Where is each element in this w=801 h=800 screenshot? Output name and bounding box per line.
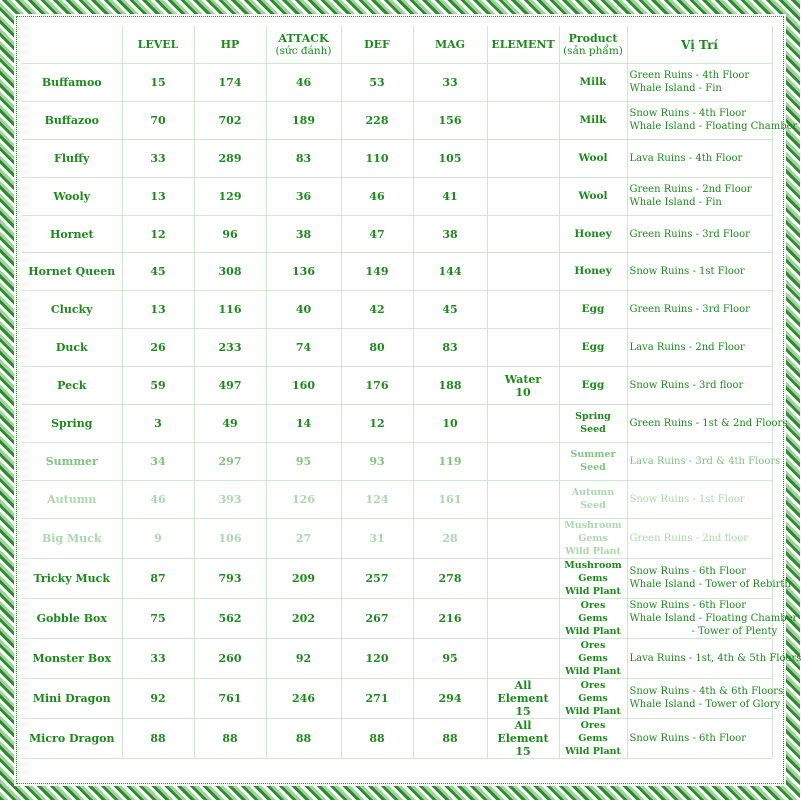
product-line: Ores (580, 679, 606, 691)
def-cell: 228 (341, 101, 413, 139)
name-cell: Mini Dragon (22, 678, 122, 718)
mag-cell: 294 (413, 678, 487, 718)
def-cell: 271 (341, 678, 413, 718)
product-line: Gems (578, 652, 608, 664)
product-cell (559, 367, 627, 405)
element-cell (487, 558, 559, 598)
element-cell (487, 638, 559, 678)
element-cell (487, 480, 559, 518)
element-line: 15 (515, 744, 531, 758)
product-cell (559, 64, 627, 102)
header-product-label: Product (568, 32, 618, 45)
table-row (22, 253, 772, 291)
def-cell: 46 (341, 177, 413, 215)
level-cell: 13 (122, 291, 194, 329)
name-cell: Monster Box (22, 638, 122, 678)
def-cell: 257 (341, 558, 413, 598)
location-line: Snow Ruins - 4th & 6th Floors (629, 686, 784, 698)
product-line: Mushroom (564, 519, 622, 531)
location-cell (627, 291, 772, 329)
mag-cell: 105 (413, 139, 487, 177)
table-row (22, 367, 772, 405)
product-line: Wild Plant (565, 625, 621, 637)
product-line: Honey (574, 265, 612, 278)
header-level: LEVEL (122, 26, 194, 64)
product-line: Summer Seed (570, 449, 616, 474)
def-cell: 80 (341, 329, 413, 367)
level-cell: 33 (122, 638, 194, 678)
product-line: Gems (578, 532, 608, 544)
product-cell (559, 405, 627, 443)
location-line: Whale Island - Tower of Glory (629, 699, 781, 711)
table-row (22, 442, 772, 480)
location-cell (627, 558, 791, 598)
hp-cell: 129 (194, 177, 266, 215)
attack-cell: 126 (266, 480, 341, 518)
mag-cell: 38 (413, 215, 487, 253)
mag-cell: 156 (413, 101, 487, 139)
monster-stats-table (22, 26, 801, 759)
level-cell: 26 (122, 329, 194, 367)
def-cell: 12 (341, 405, 413, 443)
mag-cell: 28 (413, 518, 487, 558)
hp-cell: 562 (194, 598, 266, 638)
table-row (22, 405, 772, 443)
attack-cell: 36 (266, 177, 341, 215)
name-cell: Buffazoo (22, 101, 122, 139)
table-row (22, 291, 772, 329)
location-line: Green Ruins - 2nd floor (629, 532, 749, 544)
name-cell: Hornet (22, 215, 122, 253)
name-cell: Tricky Muck (22, 558, 122, 598)
def-cell: 267 (341, 598, 413, 638)
product-line: Milk (579, 113, 607, 126)
element-cell (487, 367, 559, 405)
level-cell: 87 (122, 558, 194, 598)
hp-cell: 702 (194, 101, 266, 139)
mag-cell: 119 (413, 442, 487, 480)
hp-cell: 761 (194, 678, 266, 718)
product-cell (559, 139, 627, 177)
location-line: Green Ruins - 2nd Floor (629, 184, 752, 196)
name-cell: Duck (22, 329, 122, 367)
location-line: Whale Island - Fin (629, 83, 722, 95)
level-cell: 15 (122, 64, 194, 102)
location-cell (627, 678, 784, 718)
name-cell: Clucky (22, 291, 122, 329)
hp-cell: 106 (194, 518, 266, 558)
name-cell: Hornet Queen (22, 253, 122, 291)
table-row (22, 558, 772, 598)
attack-cell: 189 (266, 101, 341, 139)
level-cell: 13 (122, 177, 194, 215)
table-row (22, 480, 772, 518)
attack-cell: 209 (266, 558, 341, 598)
table-row (22, 329, 772, 367)
table-row (22, 215, 772, 253)
level-cell: 45 (122, 253, 194, 291)
location-cell (627, 442, 781, 480)
header-attack-sub: (sức đánh) (275, 45, 332, 57)
location-line: Whale Island - Floating Chamber (629, 121, 798, 133)
def-cell: 176 (341, 367, 413, 405)
attack-cell: 46 (266, 64, 341, 102)
table-row (22, 64, 772, 102)
name-cell: Fluffy (22, 139, 122, 177)
header-product (559, 26, 627, 64)
attack-cell: 202 (266, 598, 341, 638)
location-cell (627, 253, 772, 291)
name-cell: Big Muck (22, 518, 122, 558)
table-row (22, 177, 772, 215)
table-row (22, 101, 772, 139)
element-cell (487, 291, 559, 329)
element-cell (487, 101, 559, 139)
hp-cell: 233 (194, 329, 266, 367)
hp-cell: 49 (194, 405, 266, 443)
mag-cell: 144 (413, 253, 487, 291)
hp-cell: 393 (194, 480, 266, 518)
header-product-sub: (sản phẩm) (563, 45, 623, 57)
header-mag: MAG (413, 26, 487, 64)
mag-cell: 161 (413, 480, 487, 518)
header-attack (266, 26, 341, 64)
attack-cell: 83 (266, 139, 341, 177)
element-line: All Element (497, 718, 549, 745)
location-line: Whale Island - Fin (629, 197, 722, 209)
product-line: Ores (580, 599, 606, 611)
product-cell (559, 329, 627, 367)
product-cell (559, 558, 627, 598)
element-cell (487, 215, 559, 253)
product-cell (559, 480, 627, 518)
hp-cell: 289 (194, 139, 266, 177)
header-hp: HP (194, 26, 266, 64)
hp-cell: 260 (194, 638, 266, 678)
product-line: Wool (578, 189, 608, 202)
location-cell (627, 329, 772, 367)
table-row (22, 598, 772, 638)
def-cell: 124 (341, 480, 413, 518)
element-line: All Element (497, 678, 549, 705)
name-cell: Micro Dragon (22, 718, 122, 758)
mag-cell: 88 (413, 718, 487, 758)
product-cell (559, 101, 627, 139)
product-cell (559, 215, 627, 253)
location-line: Snow Ruins - 1st Floor (629, 493, 745, 505)
level-cell: 92 (122, 678, 194, 718)
product-line: Spring Seed (575, 411, 611, 436)
location-cell (627, 405, 788, 443)
hp-cell: 793 (194, 558, 266, 598)
mag-cell: 95 (413, 638, 487, 678)
location-cell (627, 215, 772, 253)
hp-cell: 88 (194, 718, 266, 758)
level-cell: 3 (122, 405, 194, 443)
header-attack-label: ATTACK (278, 32, 329, 45)
table-row (22, 518, 772, 558)
mag-cell: 83 (413, 329, 487, 367)
attack-cell: 74 (266, 329, 341, 367)
product-line: Honey (574, 227, 612, 240)
table-row (22, 139, 772, 177)
location-cell (627, 101, 798, 139)
attack-cell: 92 (266, 638, 341, 678)
product-cell (559, 678, 627, 718)
table-row (22, 678, 772, 718)
element-cell (487, 64, 559, 102)
location-line: Lava Ruins - 2nd Floor (629, 342, 745, 354)
location-cell (627, 518, 772, 558)
location-line: Snow Ruins - 3rd floor (629, 380, 744, 392)
def-cell: 88 (341, 718, 413, 758)
location-cell (627, 718, 772, 758)
product-line: Ores (580, 719, 606, 731)
location-line: Green Ruins - 3rd Floor (629, 228, 750, 240)
element-cell (487, 518, 559, 558)
name-cell: Peck (22, 367, 122, 405)
level-cell: 9 (122, 518, 194, 558)
level-cell: 34 (122, 442, 194, 480)
level-cell: 70 (122, 101, 194, 139)
level-cell: 59 (122, 367, 194, 405)
level-cell: 46 (122, 480, 194, 518)
element-cell (487, 405, 559, 443)
location-line: Lava Ruins - 4th Floor (629, 152, 743, 164)
product-line: Autumn Seed (571, 487, 615, 512)
location-line: Snow Ruins - 1st Floor (629, 266, 745, 278)
element-cell (487, 718, 559, 758)
attack-cell: 14 (266, 405, 341, 443)
location-line: Green Ruins - 4th Floor (629, 70, 750, 82)
element-cell (487, 139, 559, 177)
product-line: Wild Plant (565, 665, 621, 677)
location-cell (627, 480, 772, 518)
location-cell (627, 64, 772, 102)
attack-cell: 38 (266, 215, 341, 253)
product-line: Wild Plant (565, 545, 621, 557)
product-cell (559, 598, 627, 638)
product-line: Wild Plant (565, 745, 621, 757)
location-line: Whale Island - Floating Chamber (629, 612, 798, 624)
hp-cell: 96 (194, 215, 266, 253)
mag-cell: 188 (413, 367, 487, 405)
location-line: Green Ruins - 3rd Floor (629, 304, 750, 316)
location-line: Lava Ruins - 1st, 4th & 5th Floors (629, 652, 801, 664)
product-line: Gems (578, 572, 608, 584)
attack-cell: 27 (266, 518, 341, 558)
location-line: Lava Ruins - 3rd & 4th Floors (629, 455, 781, 467)
element-cell (487, 442, 559, 480)
header-location: Vị Trí (627, 26, 772, 64)
element-line: 10 (515, 385, 531, 399)
product-cell (559, 518, 627, 558)
product-cell (559, 638, 627, 678)
def-cell: 93 (341, 442, 413, 480)
def-cell: 149 (341, 253, 413, 291)
element-cell (487, 678, 559, 718)
product-line: Gems (578, 732, 608, 744)
attack-cell: 40 (266, 291, 341, 329)
def-cell: 47 (341, 215, 413, 253)
hp-cell: 116 (194, 291, 266, 329)
mag-cell: 278 (413, 558, 487, 598)
header-def: DEF (341, 26, 413, 64)
attack-cell: 88 (266, 718, 341, 758)
product-cell (559, 291, 627, 329)
location-line: Whale Island - Tower of Rebirth (629, 579, 791, 591)
location-cell (627, 367, 772, 405)
attack-cell: 136 (266, 253, 341, 291)
product-line: Egg (581, 341, 605, 354)
location-cell (627, 139, 772, 177)
location-line: Snow Ruins - 4th Floor (629, 108, 746, 120)
name-cell: Autumn (22, 480, 122, 518)
product-line: Gems (578, 612, 608, 624)
mag-cell: 216 (413, 598, 487, 638)
element-line: Water (504, 372, 542, 386)
attack-cell: 160 (266, 367, 341, 405)
product-line: Gems (578, 692, 608, 704)
hp-cell: 297 (194, 442, 266, 480)
location-line: - Tower of Plenty (691, 625, 778, 637)
name-cell: Wooly (22, 177, 122, 215)
product-line: Ores (580, 639, 606, 651)
header-element: ELEMENT (487, 26, 559, 64)
header-name (22, 26, 122, 64)
product-line: Mushroom (564, 559, 622, 571)
hp-cell: 308 (194, 253, 266, 291)
name-cell: Gobble Box (22, 598, 122, 638)
mag-cell: 33 (413, 64, 487, 102)
product-cell (559, 177, 627, 215)
location-line: Snow Ruins - 6th Floor (629, 566, 746, 578)
element-cell (487, 177, 559, 215)
def-cell: 110 (341, 139, 413, 177)
def-cell: 42 (341, 291, 413, 329)
product-cell (559, 718, 627, 758)
def-cell: 31 (341, 518, 413, 558)
product-line: Wild Plant (565, 585, 621, 597)
location-cell (627, 177, 772, 215)
mag-cell: 41 (413, 177, 487, 215)
table-row (22, 638, 772, 678)
product-line: Milk (579, 75, 607, 88)
level-cell: 12 (122, 215, 194, 253)
attack-cell: 95 (266, 442, 341, 480)
product-line: Egg (581, 303, 605, 316)
hp-cell: 174 (194, 64, 266, 102)
location-line: Snow Ruins - 6th Floor (629, 599, 746, 611)
product-line: Wild Plant (565, 705, 621, 717)
def-cell: 120 (341, 638, 413, 678)
level-cell: 33 (122, 139, 194, 177)
element-cell (487, 598, 559, 638)
attack-cell: 246 (266, 678, 341, 718)
name-cell: Summer (22, 442, 122, 480)
product-line: Egg (581, 379, 605, 392)
location-cell (627, 598, 798, 638)
level-cell: 88 (122, 718, 194, 758)
table-row (22, 718, 772, 758)
mag-cell: 10 (413, 405, 487, 443)
product-line: Wool (578, 151, 608, 164)
hp-cell: 497 (194, 367, 266, 405)
def-cell: 53 (341, 64, 413, 102)
name-cell: Spring (22, 405, 122, 443)
location-line: Green Ruins - 1st & 2nd Floors (629, 417, 788, 429)
element-cell (487, 253, 559, 291)
level-cell: 75 (122, 598, 194, 638)
header-row (22, 26, 772, 64)
product-cell (559, 442, 627, 480)
element-cell (487, 329, 559, 367)
location-cell (627, 638, 801, 678)
location-line: Snow Ruins - 6th Floor (629, 732, 746, 744)
element-line: 15 (515, 704, 531, 718)
mag-cell: 45 (413, 291, 487, 329)
product-cell (559, 253, 627, 291)
name-cell: Buffamoo (22, 64, 122, 102)
